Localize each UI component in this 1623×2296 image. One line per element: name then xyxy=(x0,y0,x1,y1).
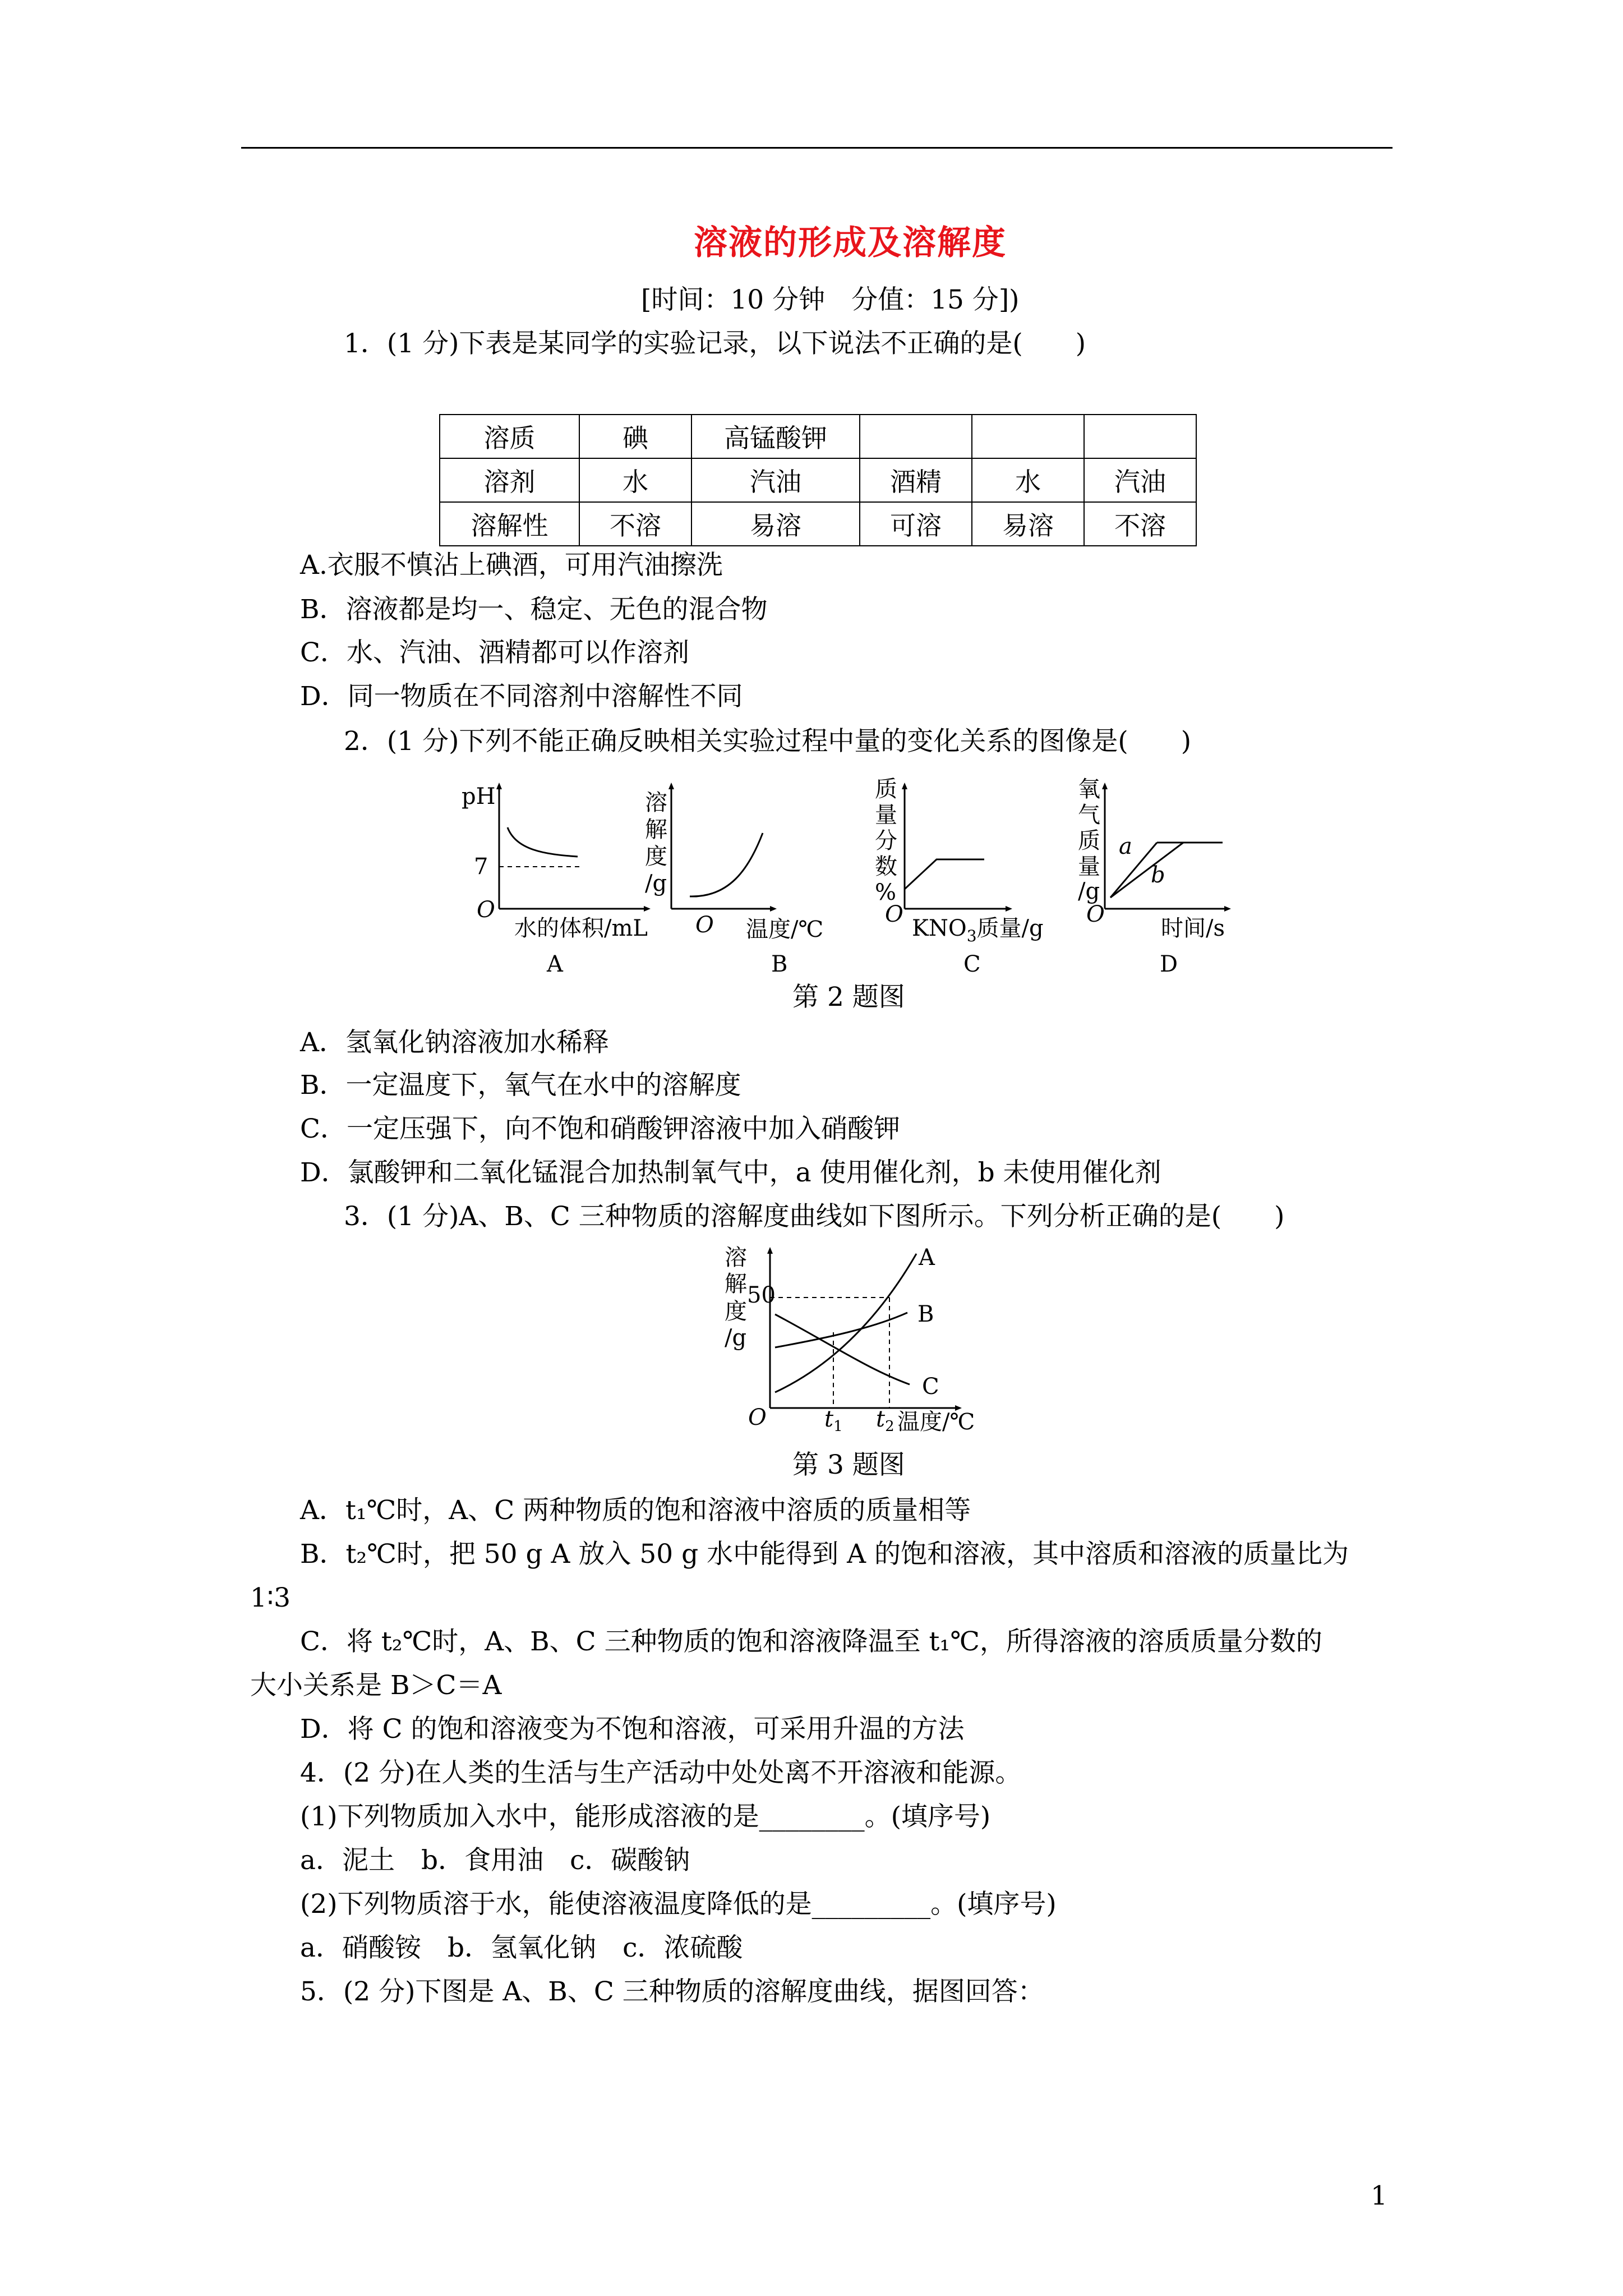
table-row xyxy=(440,415,1196,458)
curve-b xyxy=(775,1313,907,1347)
mass-fraction-line xyxy=(905,859,984,889)
solubility-curve xyxy=(690,833,763,896)
graph-b-ylabel-1: 溶 xyxy=(645,790,667,816)
q4-stem: 4．(2 分)在人类的生活与生产活动中处处离不开溶液和能源。 xyxy=(300,1757,1022,1788)
graph-b-origin: O xyxy=(695,912,714,938)
table-cell: 碘 xyxy=(579,415,691,458)
graph-d-ylabel-4: 量 xyxy=(1078,854,1100,880)
table-cell: 溶剂 xyxy=(440,458,579,502)
graph-d-curve-b-label: b xyxy=(1151,862,1165,888)
table-cell xyxy=(1084,415,1196,458)
q3-ylabel-2: 解 xyxy=(725,1271,747,1297)
q2-option-a: A．氢氧化钠溶液加水稀释 xyxy=(300,1027,609,1058)
table-cell xyxy=(972,415,1084,458)
q3-caption: 第 3 题图 xyxy=(792,1450,905,1480)
graph-a-origin: O xyxy=(477,897,495,923)
graph-c-ylabel-3: 分 xyxy=(875,828,897,854)
graph-c-ylabel-1: 质 xyxy=(875,776,897,802)
table-cell: 酒精 xyxy=(860,458,972,502)
graph-a-xlabel: 水的体积/mL xyxy=(514,915,648,941)
page-title: 溶液的形成及溶解度 xyxy=(694,223,1007,263)
graph-d-ylabel-2: 气 xyxy=(1078,802,1100,828)
graph-c-ylabel-4: 数 xyxy=(875,854,897,880)
graph-b-ylabel-4: /g xyxy=(645,871,667,896)
graph-b-ylabel-2: 解 xyxy=(645,817,667,843)
q4-part1: (1)下列物质加入水中，能形成溶液的是________。(填序号) xyxy=(300,1801,991,1832)
q3-curve-a-label: A xyxy=(919,1245,935,1271)
graph-b-label: B xyxy=(771,951,788,977)
q3-stem: 3．(1 分)A、B、C 三种物质的溶解度曲线如下图所示。下列分析正确的是( ) xyxy=(344,1201,1285,1232)
table-cell: 可溶 xyxy=(860,502,972,546)
q3-ylabel-1: 溶 xyxy=(725,1245,747,1271)
q3-ylabel-4: /g xyxy=(725,1325,747,1351)
table-cell: 水 xyxy=(972,458,1084,502)
q3-option-b-line1: B．t₂℃时，把 50 g A 放入 50 g 水中能得到 A 的饱和溶液，其中溶质和溶液的质量比为 xyxy=(300,1539,1349,1570)
graph-d-ylabel-5: /g xyxy=(1078,878,1100,904)
q1-option-c: C．水、汽油、酒精都可以作溶剂 xyxy=(300,637,689,668)
q3-origin: O xyxy=(748,1405,767,1430)
q1-option-d: D．同一物质在不同溶剂中溶解性不同 xyxy=(300,681,743,712)
graph-a xyxy=(462,784,648,977)
q2-option-d: D．氯酸钾和二氧化锰混合加热制氧气中，a 使用催化剂，b 未使用催化剂 xyxy=(300,1157,1161,1188)
q3-option-c-line2: 大小关系是 B＞C＝A xyxy=(250,1670,502,1701)
table-cell: 水 xyxy=(579,458,691,502)
q1-option-b: B．溶液都是均一、稳定、无色的混合物 xyxy=(300,594,768,625)
q4-part2-options: a．硝酸铵 b．氢氧化钠 c．浓硫酸 xyxy=(300,1932,743,1963)
table-cell: 溶解性 xyxy=(440,502,579,546)
table-cell: 不溶 xyxy=(579,502,691,546)
q3-option-d: D．将 C 的饱和溶液变为不饱和溶液，可采用升温的方法 xyxy=(300,1714,965,1745)
q3-option-c-line1: C．将 t₂℃时，A、B、C 三种物质的饱和溶液降温至 t₁℃，所得溶液的溶质质量分数的 xyxy=(300,1626,1322,1657)
q2-stem: 2．(1 分)下列不能正确反映相关实验过程中量的变化关系的图像是( ) xyxy=(344,726,1192,757)
graph-c-label: C xyxy=(963,951,981,977)
q3-curve-b-label: B xyxy=(917,1301,934,1327)
table-row xyxy=(440,502,1196,546)
q3-option-b-line2: 1∶3 xyxy=(250,1582,291,1613)
q2-caption: 第 2 题图 xyxy=(792,982,905,1013)
graph-c-origin: O xyxy=(885,901,903,927)
q3-y50-label: 50 xyxy=(747,1282,776,1308)
q4-part1-options: a．泥土 b．食用油 c．碳酸钠 xyxy=(300,1845,690,1876)
q3-option-a: A．t₁℃时，A、C 两种物质的饱和溶液中溶质的质量相等 xyxy=(300,1495,971,1526)
q2-option-c: C．一定压强下，向不饱和硝酸钾溶液中加入硝酸钾 xyxy=(300,1114,900,1144)
page-number: 1 xyxy=(1371,2180,1387,2211)
time-score-info: [时间：10 分钟 分值：15 分]) xyxy=(641,284,1020,315)
q1-stem: 1．(1 分)下表是某同学的实验记录，以下说法不正确的是( ) xyxy=(344,328,1086,359)
graph-b-ylabel-3: 度 xyxy=(645,844,667,869)
graph-a-ylabel: pH xyxy=(462,784,496,809)
header-rule xyxy=(241,147,1393,149)
table-cell: 汽油 xyxy=(691,458,860,502)
q5-stem: 5．(2 分)下图是 A、B、C 三种物质的溶解度曲线，据图回答： xyxy=(300,1976,1044,2007)
q3-t1-label: $t_1$ xyxy=(824,1406,843,1435)
graph-c-xlabel: $KNO_3$质量/g xyxy=(912,915,1044,945)
graph-d-ylabel-3: 质 xyxy=(1078,828,1100,854)
graph-d-ylabel-1: 氧 xyxy=(1078,776,1100,802)
ph-curve xyxy=(508,827,578,857)
q2-graphs xyxy=(437,774,1256,993)
q1-option-a: A.衣服不慎沾上碘酒，可用汽油擦洗 xyxy=(300,550,723,581)
table-cell: 汽油 xyxy=(1084,458,1196,502)
graph-c-ylabel-2: 量 xyxy=(875,802,897,828)
q3-curve-c-label: C xyxy=(922,1374,939,1400)
graph-b-xlabel: 温度/℃ xyxy=(746,917,824,942)
table-cell: 高锰酸钾 xyxy=(691,415,860,458)
graph-a-label: A xyxy=(547,951,563,977)
curve-a-line xyxy=(1110,843,1157,898)
q3-solubility-graph xyxy=(712,1240,1004,1447)
graph-b xyxy=(645,785,823,977)
experiment-record-table xyxy=(439,414,1197,546)
graph-d-origin: O xyxy=(1086,901,1105,927)
table-cell: 溶质 xyxy=(440,415,579,458)
curve-a xyxy=(775,1254,916,1392)
table-row xyxy=(440,458,1196,502)
graph-d-label: D xyxy=(1160,951,1178,977)
q3-xlabel: 温度/℃ xyxy=(897,1409,975,1435)
graph-c-ylabel-5: % xyxy=(875,880,897,905)
table-cell: 易溶 xyxy=(691,502,860,546)
q2-option-b: B．一定温度下，氧气在水中的溶解度 xyxy=(300,1070,741,1101)
graph-d-curve-a-label: a xyxy=(1119,834,1132,859)
table-cell: 易溶 xyxy=(972,502,1084,546)
graph-a-y7: 7 xyxy=(474,854,488,880)
graph-d-xlabel: 时间/s xyxy=(1161,915,1225,941)
q3-ylabel-3: 度 xyxy=(725,1299,747,1324)
graph-c xyxy=(875,776,1044,977)
q4-part2: (2)下列物质溶于水，能使溶液温度降低的是_________。(填序号) xyxy=(300,1889,1057,1920)
q3-t2-label: $t_2$ xyxy=(876,1406,895,1435)
table-cell xyxy=(860,415,972,458)
graph-d xyxy=(1078,776,1228,977)
table-cell: 不溶 xyxy=(1084,502,1196,546)
